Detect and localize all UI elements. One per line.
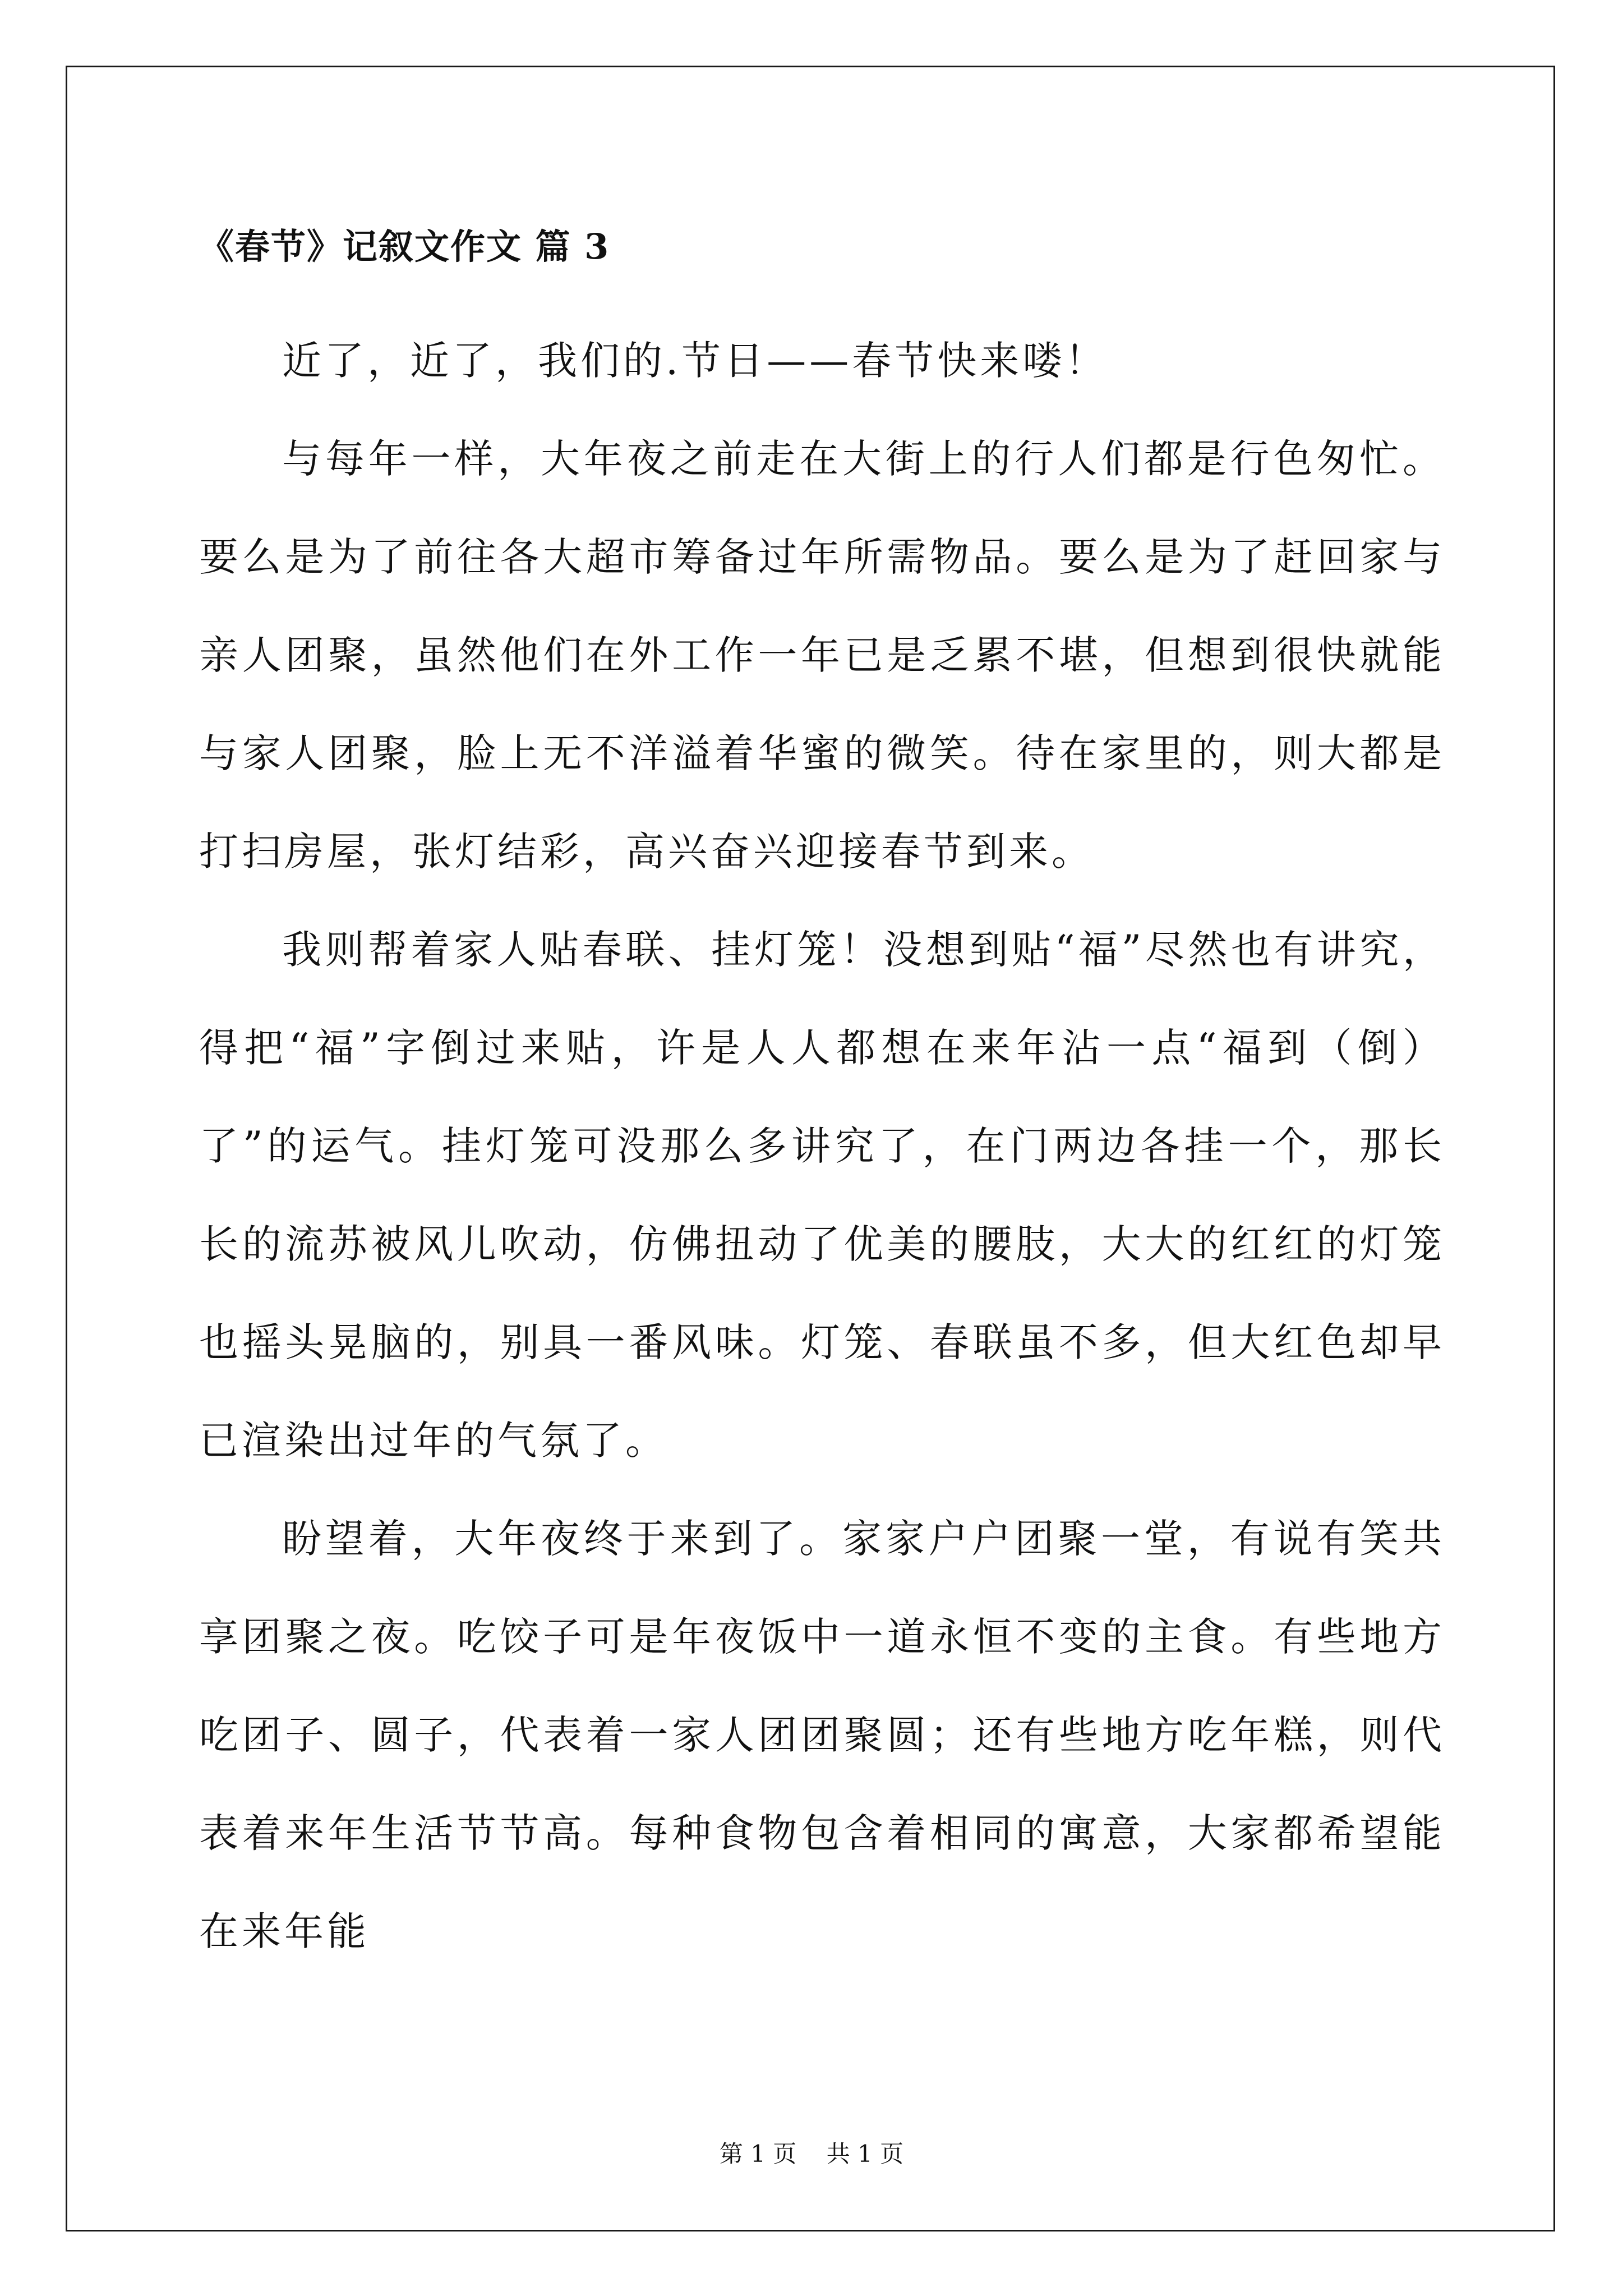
page-number-footer: 第 1 页 共 1 页 xyxy=(719,2140,904,2168)
paragraph-4: 盼望着，大年夜终于来到了。家家户户团聚一堂，有说有笑共享团聚之夜。吃饺子可是年夜饭中一道永恒不变的主食。有些地方吃团子、圆子，代表着一家人团团聚圆；还有些地方吃年糕，则代表着来年生活节节高。每种食物包含着相同的寓意，大家都希望能在来年能 xyxy=(199,1516,1445,1954)
paragraph-1: 近了，近了，我们的.节日——春节快来喽！ xyxy=(282,338,1108,384)
paragraph-3: 我则帮着家人贴春联、挂灯笼！没想到贴“福”尽然也有讲究，得把“福”字倒过来贴，许是人人都想在来年沾一点“福到（倒）了”的运气。挂灯笼可没那么多讲究了，在门两边各挂一个，那长长的流苏被风儿吹动，仿佛扭动了优美的腰肢，大大的红红的灯笼也摇头晃脑的，别具一番风味。灯笼、春联虽不多，但大红色却早已渲染出过年的气氛了。 xyxy=(199,927,1445,1464)
paragraph-2: 与每年一样，大年夜之前走在大街上的行人们都是行色匆忙。要么是为了前往各大超市筹备过年所需物品。要么是为了赶回家与亲人团聚，虽然他们在外工作一年已是乏累不堪，但想到很快就能与家人团聚，脸上无不洋溢着华蜜的微笑。待在家里的，则大都是打扫房屋，张灯结彩，高兴奋兴迎接春节到来。 xyxy=(199,436,1445,875)
document-body xyxy=(199,213,1445,1981)
document-title: 《春节》记叙文作文 篇 3 xyxy=(199,226,610,267)
